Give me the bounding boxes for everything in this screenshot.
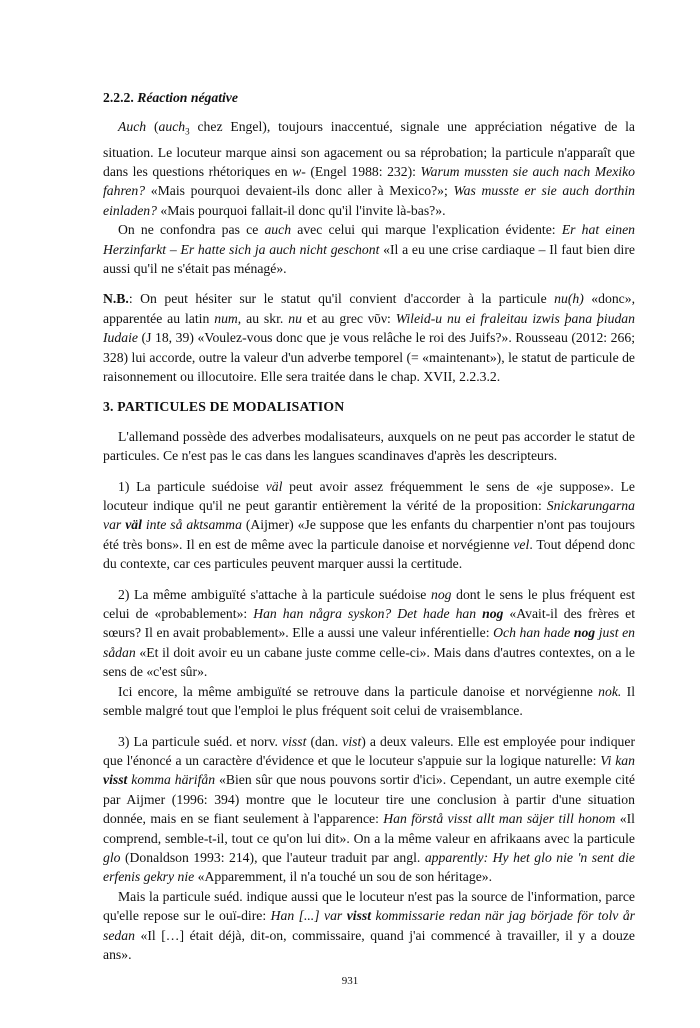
- section-title: Réaction négative: [137, 90, 238, 105]
- page-number: 931: [341, 975, 359, 987]
- chapter-heading: 3. PARTICULES DE MODALISATION: [103, 399, 345, 415]
- paragraph-4: 1) La particule suédoise väl peut avoir assez fréquemment le sens de «je suppose». Le locuteur indique qu'il ne peut garantir entièrement la vérité de la proposition: Snickarungarna var väl inte så aktsamma (Aijmer) «Je suppose que les enfants du charpentier n'ont pas toujours été très bons». Il en est de même avec la particule danoise et norvégienne vel. Tout dépend donc du contexte, car ces particules peuvent marquer aussi la certitude.: [103, 478, 636, 572]
- paragraph-2: On ne confondra pas ce auch avec celui qui marque l'explication évidente: Er hat einen Herzinfarkt – Er hatte sich ja auch nicht geschont «Il a eu une crise cardiaque – Il faut bien dire aussi qu'il ne s'était pas ménagé».: [103, 222, 635, 276]
- page-body: [103, 88, 635, 964]
- paragraph-5: 2) La même ambiguïté s'attache à la particule suédoise nog dont le sens le plus fréquent est celui de «probablement»: Han han några syskon? Det hade han nog «Avait-il des frères et sœurs? Il en avait probablement». Elle a aussi une valeur inférentielle: Och han hade nog just en sådan «Et il doit avoir eu un cabane juste comme celle-ci». Mais dans d'autres contextes, on a le sens de «c'est sûr».: [103, 586, 636, 680]
- paragraph-6: Ici encore, la même ambiguïté se retrouve dans la particule danoise et norvégienne nok. Il semble malgré tout que l'emploi le plus fréquent soit celui de vraisemblance.: [103, 683, 635, 719]
- paragraph-8: Mais la particule suéd. indique aussi que le locuteur n'est pas la source de l'information, parce qu'elle repose sur le ouï-dire: Han [...] var visst kommissarie redan när jag började för tolv år sedan «Il […] était déjà, dit-on, commissaire, quand j'ai commencé à travailler, il y a douze ans».: [103, 888, 635, 962]
- section-heading: [103, 88, 635, 107]
- nb-paragraph: N.B.: On peut hésiter sur le statut qu'il convient d'accorder à la particule nu(h) «donc», apparentée au latin num, au skr. nu et au grec νῦν: Wileid-u nu ei fraleitau izwis þana þiudan Iudaie (J 18, 39) «Voulez-vous donc que je vous relâche le roi des Juifs?». Rousseau (2012: 266; 328) lui accorde, outre la valeur d'un adverbe temporel (= «maintenant»), le statut de particule de raisonnement ou illocutoire. Elle sera traitée dans le chap. XVII, 2.2.3.2.: [103, 291, 636, 385]
- paragraph-1: Auch (auch$_3$ chez Engel), toujours inaccentué, signale une appréciation négative de la situation. Le locuteur marque ainsi son agacement ou sa réprobation; la particule n'apparaît que dans les questions rhétoriques en w- (Engel 1988: 232): Warum mussten sie auch nach Mexiko fahren? «Mais pourquoi devaient-ils donc aller à Mexico?»; Was musste er sie auch dorthin einladen? «Mais pourquoi fallait-il donc qu'il l'invite là-bas?».: [103, 119, 635, 218]
- paragraph-7: 3) La particule suéd. et norv. visst (dan. vist) a deux valeurs. Elle est employée pour indiquer que l'énoncé a un caractère d'évidence et que le locuteur s'appuie sur la logique naturelle: Vi kan visst komma härifån «Bien sûr que nous pouvons sortir d'ici». Cependant, un autre exemple cité par Aijmer (1996: 394) montre que le locuteur tire une conclusion à partir d'une situation donnée, mais en se fiant seulement à l'apparence: Han förstå visst allt man säjer till honom «Il comprend, semble-t-il, tout ce qu'on lui dit». On a la même valeur en afrikaans avec la particule glo (Donaldson 1993: 214), que l'auteur traduit par angl. apparently: Hy het glo nie 'n sent die erfenis gekry nie «Apparemment, il n'a touché un sou de son héritage».: [103, 733, 636, 885]
- paragraph-3: L'allemand possède des adverbes modalisateurs, auxquels on ne peut pas accorder le statut de particules. Ce n'est pas le cas dans les langues scandinaves d'après les descripteurs.: [103, 428, 635, 464]
- section-number: 2.2.2.: [103, 90, 134, 105]
